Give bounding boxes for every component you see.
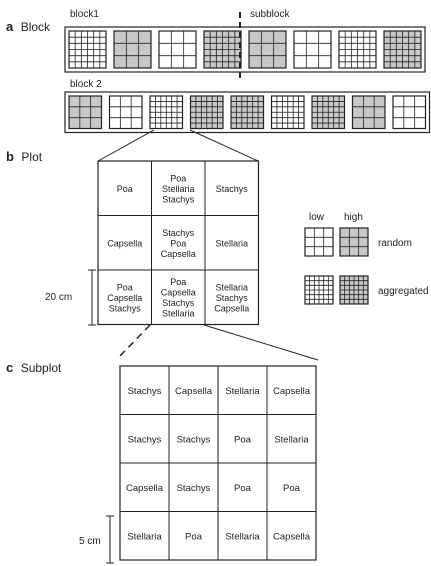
plot-cell-species: Poa Capsella Stachys Stellaria [160,277,196,319]
block1-subplot [159,31,196,68]
legend-aggregated-low [305,276,333,304]
subplot-scale-label: 5 cm [79,536,101,547]
zoom-line-left [98,130,154,161]
panel-c-heading: c Subplot [6,360,62,375]
subplot-cell-species: Capsella [175,385,212,397]
panel-a [6,9,430,161]
subblock-label: subblock [250,9,290,20]
block2-subplot [353,96,386,129]
plot-cell-species: Poa Stellaria Stachys [161,173,195,205]
subplot-cell-species: Capsella [273,531,310,543]
plot-cell-species: Stachys Poa Capsella [160,227,196,259]
subplot-cell-species: Stellaria [225,385,260,397]
plot-cell-species: Capsella [107,238,143,249]
subplot-grid [120,366,316,560]
subplot-cell-species: Stellaria [225,531,260,543]
subplot-cell-species: Stachys [176,434,211,446]
panel-a-heading: a Block [6,19,51,34]
block2-label: block 2 [70,79,102,90]
legend-aggregated-high [340,276,368,304]
block2-subplot [272,96,305,129]
block2-subplot [191,96,224,129]
block2-subplot [231,96,264,129]
block1-subplot [294,31,331,68]
block2-subplot [110,96,143,129]
zoom-line-dashed [118,325,150,358]
subplot-cell-species: Poa [283,482,300,494]
plot-cell-species: Stellaria Stachys Capsella [214,282,250,314]
subplot-cell-species: Stellaria [274,434,309,446]
subplot-cell-species: Capsella [126,482,163,494]
subplot-cell-species: Poa [234,482,251,494]
subplot-cell-species: Stachys [127,434,162,446]
legend-low-label: low [309,212,325,223]
block2-subplot [69,96,102,129]
block1-subplot [114,31,151,68]
block1-subplot [249,31,286,68]
zoom-line-right [190,130,258,161]
subplot-cell-species: Poa [185,531,202,543]
legend-random-label: random [378,238,412,249]
block2-subplot [393,96,426,129]
block1-subplot [384,31,421,68]
plot-cell-species: Poa Capsella Stachys [107,282,143,314]
block1-subplot [204,31,241,68]
density-legend [305,212,429,304]
zoom-line-subplot [204,325,318,360]
subplot-cell-species: Poa [234,434,251,446]
block2-subplot [312,96,345,129]
subplot-cell-species: Stellaria [127,531,162,543]
legend-high-label: high [344,212,363,223]
subplot-cell-species: Capsella [273,385,310,397]
plot-grid [98,161,259,325]
block2-row [65,92,430,133]
block1-row [65,27,425,72]
legend-random-high [340,228,368,256]
legend-squares [305,228,368,304]
legend-aggregated-label: aggregated [378,286,429,297]
legend-random-low [305,228,333,256]
panel-b [6,148,259,325]
panel-b-heading: b Plot [6,149,43,164]
subplot-cell-species: Stachys [176,482,211,494]
plot-cell-species: Stellaria [215,238,249,249]
panel-c [6,359,316,563]
block2-subplot [150,96,183,129]
subplot-cell-species: Stachys [127,385,162,397]
block1-label: block1 [70,9,99,20]
plot-cell-species: Stachys [215,183,248,194]
plot-cell-species: Poa [116,183,133,194]
plot-scale-label: 20 cm [45,292,73,303]
block1-subplot [69,31,106,68]
block1-subplot [339,31,376,68]
